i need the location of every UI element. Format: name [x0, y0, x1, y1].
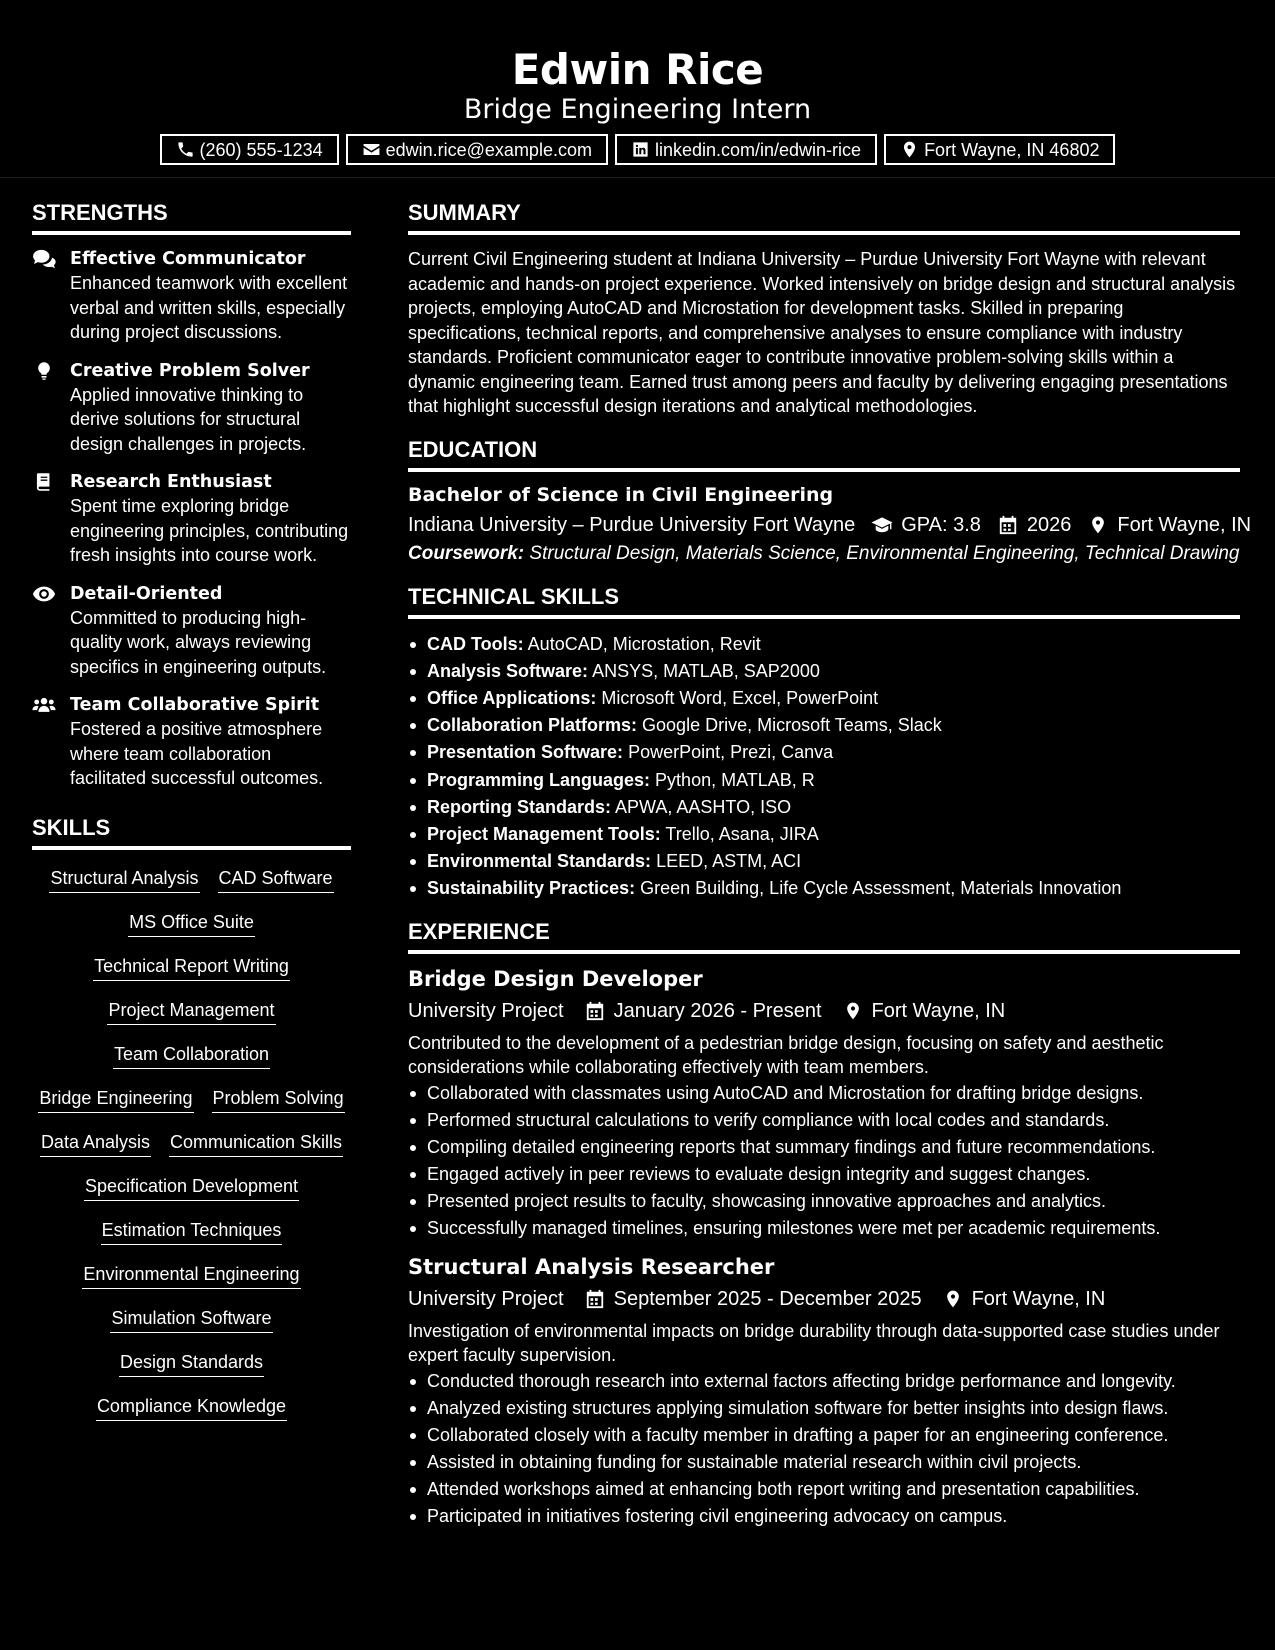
- tech-skill-label: Sustainability Practices:: [427, 878, 636, 899]
- contact-email[interactable]: [346, 134, 608, 165]
- map-pin-icon: [900, 140, 919, 159]
- candidate-name: Edwin Rice: [511, 45, 764, 94]
- list-item: [408, 821, 1240, 848]
- contact-bar: [0, 134, 1275, 165]
- skill-tag: Specification Development: [84, 1174, 299, 1201]
- comments-icon: [32, 249, 56, 271]
- graduation-year: 2026: [1026, 513, 1072, 536]
- right-column: [408, 196, 1252, 1542]
- book-icon: [32, 472, 56, 494]
- skill-tag: Problem Solving: [212, 1086, 345, 1113]
- strength-title: Research Enthusiast: [70, 472, 272, 492]
- strength-desc: Enhanced teamwork with excellent verbal and written skills, especially during project discussions.: [70, 273, 348, 342]
- coursework: [408, 542, 1240, 566]
- skill-tag: Communication Skills: [169, 1130, 343, 1157]
- tech-skill-label: CAD Tools:: [427, 633, 524, 654]
- degree-title: Bachelor of Science in Civil Engineering: [408, 483, 834, 506]
- job-meta: [408, 1282, 1240, 1316]
- technical-skills-heading: TECHNICAL SKILLS: [408, 580, 1240, 619]
- job-bullets: [408, 1080, 1240, 1242]
- job-meta: [408, 994, 1240, 1028]
- contact-location-text: Fort Wayne, IN 46802: [924, 139, 1100, 160]
- list-item: Participated in initiatives fostering civil engineering advocacy on campus.: [408, 1503, 1240, 1530]
- skill-tag: Bridge Engineering: [38, 1086, 193, 1113]
- strength-desc: Spent time exploring bridge engineering principles, contributing fresh insights into course work.: [70, 496, 349, 565]
- strength-desc: Applied innovative thinking to derive solutions for structural design challenges in projects.: [70, 384, 307, 454]
- list-item: Attended workshops aimed at enhancing both report writing and presentation capabilities.: [408, 1476, 1240, 1503]
- list-item: Successfully managed timelines, ensuring milestones were met per academic requirements.: [408, 1215, 1240, 1242]
- tech-skill-value: Green Building, Life Cycle Assessment, Materials Innovation: [640, 878, 1122, 899]
- summary-heading: SUMMARY: [408, 196, 1240, 235]
- list-item: [408, 685, 1240, 712]
- list-item: Conducted thorough research into external factors affecting bridge performance and longevity.: [408, 1368, 1240, 1395]
- list-item: Engaged actively in peer reviews to evaluate design integrity and suggest changes.: [408, 1161, 1240, 1188]
- experience-heading: EXPERIENCE: [408, 915, 1240, 954]
- job-bullets: [408, 1368, 1240, 1530]
- education-heading: EDUCATION: [408, 433, 1240, 472]
- job-org: University Project: [408, 1287, 564, 1310]
- tech-skill-label: Analysis Software:: [427, 660, 589, 681]
- summary-text: Current Civil Engineering student at Indiana University – Purdue University Fort Wayne with relevant academic and hands-on project experience. Worked intensively on bridge design and structural analysis projects, employing AutoCAD and Microstation for development tasks. Skilled in preparing specifications, technical reports, and comprehensive analyses to ensure compliance with industry standards. Proficient communicator eager to contribute innovative problem-solving skills within a dynamic engineering team. Earned trust among peers and faculty by delivering engaging presentations that highlight successful design iterations and analytical methodologies.: [408, 249, 1236, 416]
- strength-title: Detail-Oriented: [70, 583, 223, 604]
- coursework-label: Coursework:: [408, 542, 525, 564]
- job-dates: January 2026 - Present: [613, 999, 822, 1022]
- tech-skill-value: Trello, Asana, JIRA: [665, 823, 819, 844]
- list-item: Collaborated closely with a faculty member in drafting a paper for an engineering conference.: [408, 1422, 1240, 1449]
- skill-tag: Team Collaboration: [113, 1042, 270, 1069]
- job-description: Contributed to the development of a pedestrian bridge design, focusing on safety and aesthetic considerations while collaborating effectively with team members.: [408, 1032, 1164, 1078]
- linkedin-icon: [631, 140, 650, 159]
- education-meta: [408, 508, 1252, 542]
- eye-icon: [32, 584, 56, 606]
- skill-tag: Design Standards: [119, 1350, 264, 1377]
- job-title: Bridge Design Developer: [408, 966, 703, 991]
- tech-skill-value: Google Drive, Microsoft Teams, Slack: [642, 715, 942, 736]
- list-item: [408, 875, 1240, 902]
- list-item: Analyzed existing structures applying simulation software for better insights into design flaws.: [408, 1395, 1240, 1422]
- list-item: [408, 767, 1240, 794]
- map-pin-icon: [1087, 515, 1109, 535]
- left-column: [32, 196, 351, 1421]
- tech-skill-label: Collaboration Platforms:: [427, 715, 638, 736]
- school-location: Fort Wayne, IN: [1117, 513, 1252, 536]
- strength-item: [32, 247, 351, 345]
- candidate-title: Bridge Engineering Intern: [463, 94, 812, 125]
- list-item: Compiling detailed engineering reports that summary findings and future recommendations.: [408, 1134, 1240, 1161]
- list-item: [408, 712, 1240, 739]
- job-title: Structural Analysis Researcher: [408, 1254, 775, 1279]
- tech-skill-value: Microsoft Word, Excel, PowerPoint: [601, 687, 879, 708]
- list-item: [408, 739, 1240, 766]
- job-location: Fort Wayne, IN: [971, 1287, 1106, 1310]
- map-pin-icon: [942, 1289, 964, 1309]
- phone-icon: [176, 140, 195, 159]
- strength-item: [32, 359, 351, 457]
- tech-skill-value: AutoCAD, Microstation, Revit: [527, 633, 761, 654]
- resume-header: [0, 0, 1275, 178]
- contact-phone-text: (260) 555-1234: [199, 139, 323, 160]
- tech-skill-value: APWA, AASHTO, ISO: [615, 796, 792, 817]
- school-name: Indiana University – Purdue University Fort Wayne: [408, 513, 856, 536]
- map-pin-icon: [842, 1001, 864, 1021]
- tech-skill-value: ANSYS, MATLAB, SAP2000: [592, 660, 820, 681]
- gpa-value: GPA: 3.8: [901, 513, 981, 536]
- list-item: [408, 658, 1240, 685]
- contact-linkedin-text: linkedin.com/in/edwin-rice: [654, 139, 862, 160]
- experience-entry: [408, 1252, 1240, 1530]
- tech-skill-label: Project Management Tools:: [427, 823, 661, 844]
- calendar-icon: [584, 1001, 606, 1021]
- tech-skill-value: Python, MATLAB, R: [655, 769, 815, 790]
- list-item: [408, 794, 1240, 821]
- calendar-icon: [584, 1289, 606, 1309]
- strength-item: [32, 582, 351, 680]
- tech-skill-label: Reporting Standards:: [427, 796, 612, 817]
- skill-tag: Data Analysis: [40, 1130, 151, 1157]
- users-icon: [32, 695, 56, 717]
- graduation-cap-icon: [871, 515, 893, 535]
- skill-tag: Simulation Software: [110, 1306, 272, 1333]
- list-item: Presented project results to faculty, showcasing innovative approaches and analytics.: [408, 1188, 1240, 1215]
- lightbulb-icon: [32, 361, 56, 383]
- tech-skill-value: PowerPoint, Prezi, Canva: [628, 742, 834, 763]
- skill-tag: Environmental Engineering: [82, 1262, 300, 1289]
- contact-location[interactable]: [884, 134, 1115, 165]
- skill-tag: CAD Software: [218, 866, 334, 893]
- tech-skill-label: Environmental Standards:: [427, 851, 652, 872]
- coursework-list: Structural Design, Materials Science, Environmental Engineering, Technical Drawing: [529, 542, 1240, 564]
- skill-tag: Technical Report Writing: [93, 954, 290, 981]
- calendar-icon: [997, 515, 1019, 535]
- job-org: University Project: [408, 999, 564, 1022]
- job-description: Investigation of environmental impacts on bridge durability through data-supported case studies under expert faculty supervision.: [408, 1320, 1220, 1366]
- strength-item: [32, 470, 351, 568]
- skill-tag: Estimation Techniques: [101, 1218, 283, 1245]
- strength-title: Team Collaborative Spirit: [70, 695, 320, 715]
- strength-title: Creative Problem Solver: [70, 360, 310, 381]
- skills-heading: SKILLS: [32, 811, 351, 850]
- technical-skills-list: [408, 631, 1240, 903]
- strength-item: [32, 693, 351, 791]
- tech-skill-label: Programming Languages:: [427, 769, 651, 790]
- strength-desc: Committed to producing high-quality work, always reviewing specifics in engineering outputs.: [70, 607, 327, 677]
- envelope-icon: [362, 140, 381, 159]
- tech-skill-label: Office Applications:: [427, 687, 597, 708]
- tech-skill-label: Presentation Software:: [427, 742, 624, 763]
- strengths-heading: STRENGTHS: [32, 196, 351, 235]
- contact-linkedin[interactable]: [615, 134, 877, 165]
- list-item: Collaborated with classmates using AutoCAD and Microstation for drafting bridge designs.: [408, 1080, 1240, 1107]
- job-dates: September 2025 - December 2025: [613, 1287, 922, 1310]
- skill-tag: Project Management: [107, 998, 275, 1025]
- skill-tag: MS Office Suite: [128, 910, 255, 937]
- job-location: Fort Wayne, IN: [871, 999, 1006, 1022]
- contact-phone[interactable]: [160, 134, 339, 165]
- list-item: [408, 848, 1240, 875]
- skill-tag: Structural Analysis: [49, 866, 199, 893]
- skills-list: [32, 862, 351, 1421]
- strength-title: Effective Communicator: [70, 249, 306, 269]
- experience-entry: [408, 964, 1240, 1242]
- list-item: Assisted in obtaining funding for sustainable material research within civil projects.: [408, 1449, 1240, 1476]
- list-item: Performed structural calculations to verify compliance with local codes and standards.: [408, 1107, 1240, 1134]
- tech-skill-value: LEED, ASTM, ACI: [656, 851, 802, 872]
- skill-tag: Compliance Knowledge: [96, 1394, 287, 1421]
- list-item: [408, 631, 1240, 658]
- contact-email-text: edwin.rice@example.com: [385, 139, 592, 160]
- strength-desc: Fostered a positive atmosphere where team collaboration facilitated successful outcomes.: [70, 719, 324, 788]
